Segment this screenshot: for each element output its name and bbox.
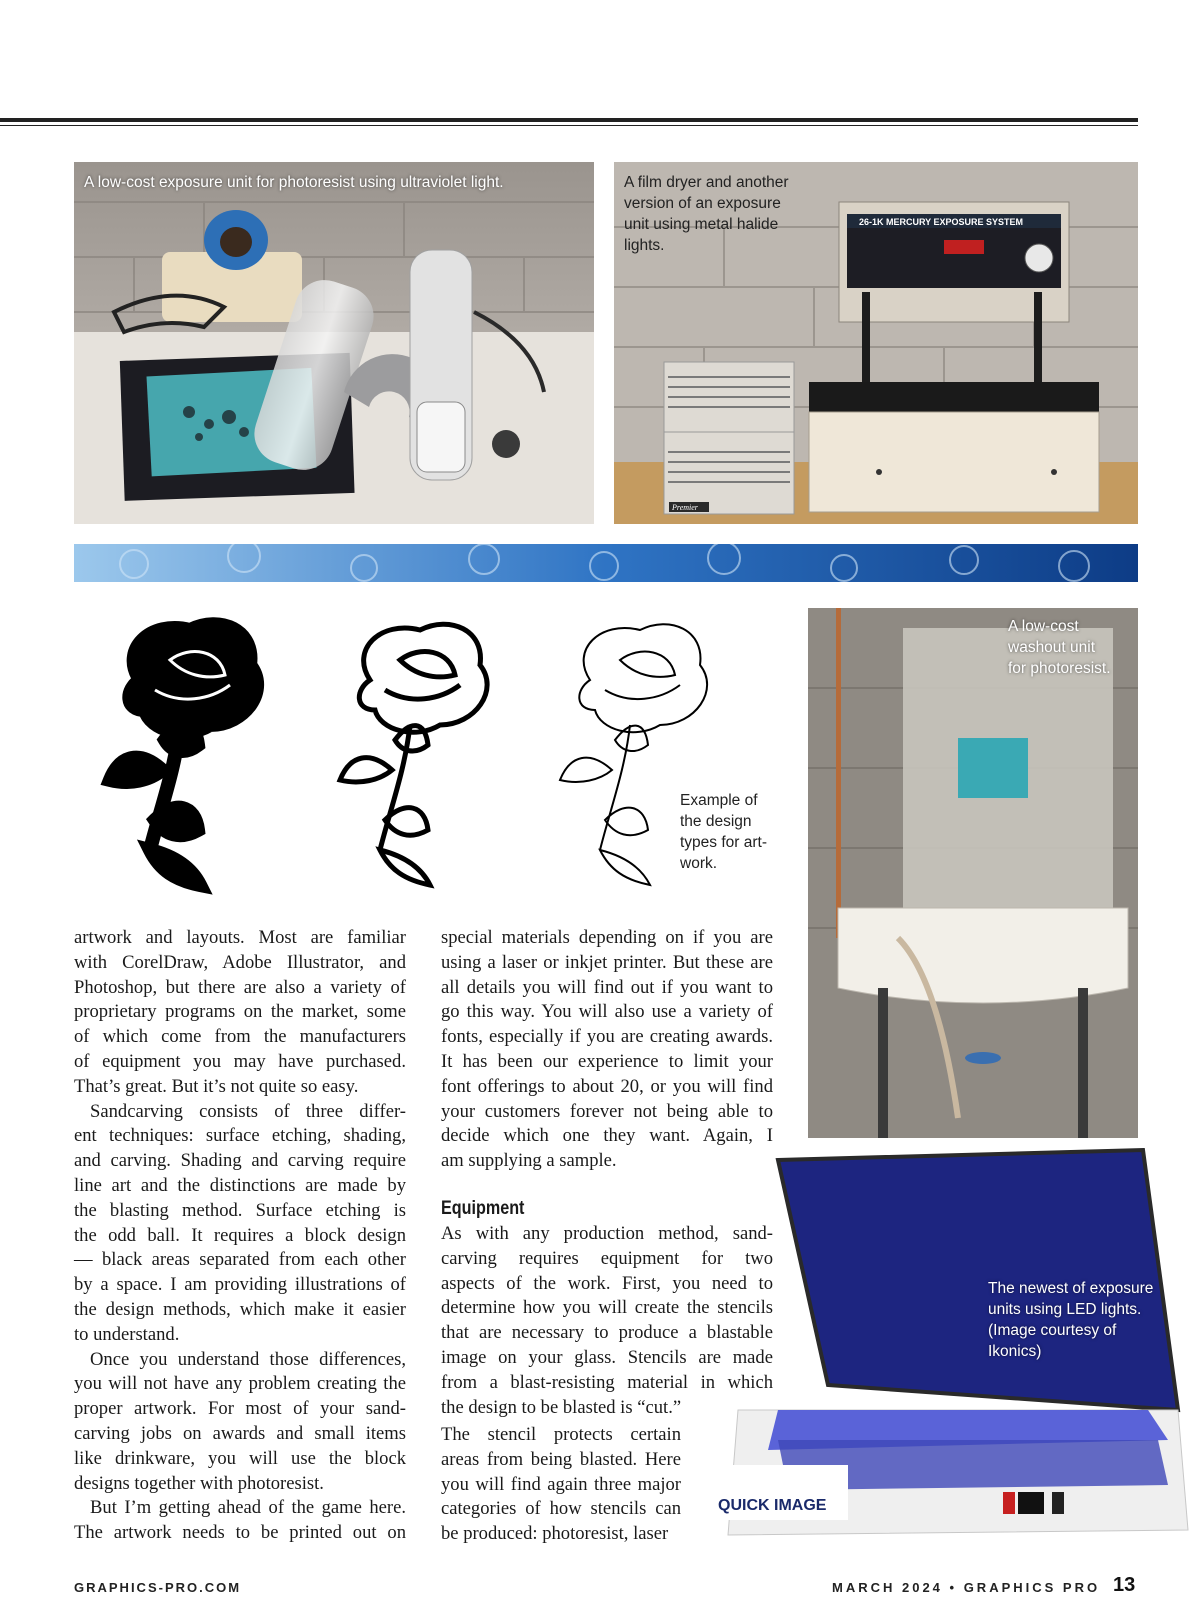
- header-rule-thin: [0, 125, 1138, 126]
- col1-line: and carving. Shading and carving require: [74, 1150, 406, 1172]
- col2-line: your customers forever not being able to: [441, 1100, 773, 1122]
- col1-line: proprietary programs on the market, some: [74, 1001, 406, 1023]
- col1-line: the design methods, which make it easier: [74, 1298, 406, 1320]
- article-column-2-wrap: [441, 1423, 681, 1547]
- col2-line: special materials depending on if you are: [441, 927, 773, 948]
- caption-washout: A low-cost washout unit for photoresist.: [1008, 618, 1111, 677]
- page-number: 13: [1113, 1574, 1136, 1596]
- caption-design-types: Example of the design types for art- work.: [680, 792, 767, 872]
- photo-led-exposure-unit: [698, 1140, 1200, 1560]
- col2-line: go this way. You will also use a variety of: [441, 1001, 773, 1023]
- col2-line: The stencil protects certain: [441, 1424, 681, 1445]
- col1-line: The artwork needs to be printed out on: [74, 1522, 406, 1544]
- footer-website: GRAPHICS-PRO.COM: [74, 1580, 242, 1595]
- col2-line: all details you will find out if you want to: [441, 976, 773, 998]
- col2-line: am supplying a sample.: [441, 1150, 617, 1172]
- col1-line: Sandcarving consists of three differ-: [90, 1100, 406, 1122]
- col1-line: designs together with photoresist.: [74, 1472, 324, 1494]
- col1-line: like drinkware, you will use the block: [74, 1447, 406, 1469]
- article-column-2: [441, 926, 773, 1420]
- col1-line: you will not have any problem creating the: [74, 1373, 406, 1395]
- col1-line: carving jobs on awards and small items: [74, 1422, 406, 1444]
- photo-uv-exposure-unit: [74, 162, 594, 524]
- rose-illustrations: [70, 610, 770, 900]
- col2-line: decide which one they want. Again, I: [441, 1125, 773, 1147]
- col1-line: by a space. I am providing illustrations of: [74, 1274, 406, 1296]
- col1-line: That’s great. But it’s not quite so easy.: [74, 1075, 359, 1097]
- col2-line: image on your glass. Stencils are made: [441, 1346, 773, 1368]
- col2-line: areas from being blasted. Here: [441, 1448, 681, 1470]
- col2-line: aspects of the work. First, you need to: [441, 1272, 773, 1294]
- col2-line: the design to be blasted is “cut.”: [441, 1396, 682, 1418]
- col2-line: determine how you will create the stencils: [441, 1297, 773, 1319]
- col2-line: you will find again three major: [441, 1473, 681, 1495]
- photo-washout-unit: [808, 608, 1138, 1138]
- col1-line: with CorelDraw, Adobe Illustrator, and: [74, 951, 406, 973]
- col1-line: to understand.: [74, 1323, 180, 1345]
- col2-line: font offerings to about 20, or you will find: [441, 1075, 773, 1097]
- col1-line: Photoshop, but there are also a variety of: [74, 976, 406, 998]
- col2-line: carving requires equipment for two: [441, 1247, 773, 1269]
- footer-issue: MARCH 2024 • GRAPHICS PRO: [832, 1580, 1101, 1595]
- col1-line: ent techniques: surface etching, shading,: [74, 1125, 406, 1147]
- col1-line: But I’m getting ahead of the game here.: [90, 1497, 406, 1519]
- col1-line: of equipment you may have purchased.: [74, 1050, 406, 1072]
- col1-line: of which come from the manufacturers: [74, 1026, 406, 1048]
- col1-line: the odd ball. It requires a block design: [74, 1224, 406, 1246]
- section-heading-equipment: Equipment: [441, 1197, 525, 1219]
- col2-line: from a blast-resisting material in which: [441, 1371, 773, 1393]
- col1-line: line art and the distinctions are made by: [74, 1174, 406, 1196]
- col1-line: — black areas separated from each other: [74, 1249, 406, 1271]
- photo-film-dryer-exposure: [614, 162, 1138, 524]
- caption-uv-exposure: A low-cost exposure unit for photoresist using ultraviolet light.: [84, 174, 504, 191]
- col1-line: Once you understand those differences,: [90, 1348, 406, 1370]
- col2-line: It has been our experience to limit your: [441, 1050, 773, 1072]
- col2-line: categories of how stencils can: [441, 1498, 681, 1520]
- article-column-1: [74, 926, 406, 1546]
- col2-line: using a laser or inkjet printer. But these are: [441, 951, 773, 973]
- col2-line: that are necessary to produce a blastable: [441, 1322, 773, 1344]
- caption-film-dryer: A film dryer and another version of an exposure unit using metal halide lights.: [624, 174, 789, 254]
- col2-line: be produced: photoresist, laser: [441, 1523, 669, 1545]
- label-premier: Premier: [672, 503, 698, 512]
- col1-line: the blasting method. Surface etching is: [74, 1199, 406, 1221]
- label-quick-image: QUICK IMAGE: [718, 1497, 827, 1514]
- col2-line: fonts, especially if you are creating awards.: [441, 1026, 773, 1048]
- col1-line: proper artwork. For most of your sand-: [74, 1398, 406, 1420]
- decorative-banner: [74, 544, 1138, 582]
- label-mercury-exposure: 26-1K MERCURY EXPOSURE SYSTEM: [859, 217, 1024, 227]
- header-rule-thick: [0, 118, 1138, 122]
- col2-line: As with any production method, sand-: [441, 1222, 773, 1244]
- caption-led-unit: The newest of exposure units using LED lights. (Image courtesy of Ikonics): [988, 1280, 1154, 1360]
- col1-line: artwork and layouts. Most are familiar: [74, 927, 406, 948]
